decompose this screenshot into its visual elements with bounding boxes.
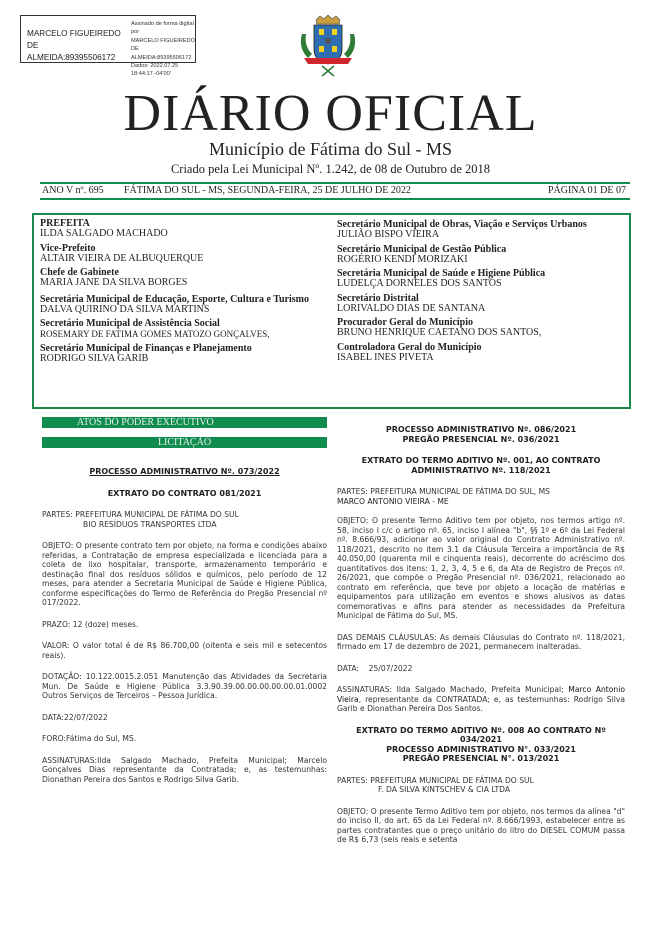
edition-bar <box>42 184 628 197</box>
staff-name: MARIA JANE DA SILVA BORGES <box>40 277 188 288</box>
staff-role: Procurador Geral do Município <box>337 317 474 328</box>
addendum-title: EXTRATO DO TERMO ADITIVO Nº. 008 AO CONTRATO Nº 034/2021 <box>356 725 606 744</box>
signature-info-line: Assinado de forma digital por <box>131 21 194 36</box>
signature-info-line: Dados: 2022.07.25 18:44:17 -04'00' <box>131 63 179 78</box>
place-date: FÁTIMA DO SUL - MS, SEGUNDA-FEIRA, 25 DE JULHO DE 2022 <box>124 185 411 196</box>
edition-number: ANO V nº. 695 <box>42 185 104 196</box>
parties-label: PARTES: <box>42 510 73 519</box>
party: BIO RESÍDUOS TRANSPORTES LTDA <box>83 519 217 529</box>
staff-role: Secretário Municipal de Finanças e Planejamento <box>40 342 252 354</box>
staff-role: Secretário Municipal de Gestão Pública <box>337 243 507 255</box>
staff-left-column <box>40 218 326 368</box>
object-paragraph: OBJETO: O presente Termo Aditivo tem por objeto, nos termos artigo nº. 58, inciso I c/c o artigo nº. 65, inciso I alínea "b", §§ 1º e 6º da Lei Federal nº. 8.666/93, adicionar ao valor original do Contrato Administrativo nº. 118/2021, descrito no item 3.1 da Cláusula Terceira a importância de R$ 40.050,00 (quarenta mil e cinquenta reais), decorrente do acréscimo dos quantitativos dos itens: 1, 2, 3, 4, 5 e 6, da Ata de Registro de Preços nº. 26/2021, que compõe o Pregão Presencial nº. 036/2021, relacionado ao contrato em referência, que teve por objeto a locação de matérias e equipamentos para utilização em eventos e shows alusivos as datas comemorativas e afins para atender as necessidades da Prefeitura Municipal de Fátima do Sul, MS. <box>337 516 625 620</box>
right-column <box>337 425 625 845</box>
signature-info <box>131 20 197 79</box>
digital-signature-box <box>20 15 196 78</box>
date-paragraph: DATA:22/07/2022 <box>42 712 108 722</box>
process-heading: PROCESSO ADMINISTRATIVO Nº. 086/2021 <box>385 425 577 434</box>
party-contractor: MARCO ANTONIO VIEIRA - ME <box>337 496 449 506</box>
allocation-paragraph: DOTAÇÃO: 10.122.0015.2.051 Manutenção das Atividades da Secretaria Mun. De Saúde e Higiene Pública 3.3.90.39.00.00.00.00.00.01.0002 Outros Serviços de Terceiros – Pessoa Jurídica. <box>42 672 327 700</box>
staff-name: ROGÉRIO KENDI MORIZAKI <box>337 253 468 265</box>
term-paragraph: PRAZO: 12 (doze) meses. <box>42 619 139 629</box>
staff-role: Controladora Geral do Município <box>337 341 482 353</box>
creation-law: Criado pela Lei Municipal Nº. 1.242, de 08 de Outubro de 2018 <box>170 162 491 176</box>
party: PREFEITURA MUNICIPAL DE FÁTIMA DO SUL <box>75 510 239 519</box>
signatures-text: , representante da CONTRATADA; e, as testemunhas: Rodrigo Silva Garib e Dionathan Pereira Dos Santos. <box>337 694 625 713</box>
date-paragraph: DATA: 25/07/2022 <box>337 663 413 673</box>
signatures-text: ASSINATURAS: Ilda Salgado Machado, Prefeita Municipal; <box>337 685 569 694</box>
staff-name: LORIVALDO DIAS DE SANTANA <box>337 302 486 314</box>
staff-role: Secretária Municipal de Educação, Esporte, Cultura e Turismo <box>40 293 309 305</box>
staff-role: Secretário Distrital <box>337 292 419 304</box>
signer-name: MARCELO FIGUEIREDO DE ALMEIDA:89395506172 <box>27 29 121 62</box>
staff-name: ALTAIR VIEIRA DE ALBUQUERQUE <box>40 252 204 264</box>
staff-role: Vice-Prefeito <box>40 242 96 254</box>
staff-role: Secretário Municipal de Obras, Viação e Serviços Urbanos <box>337 219 587 230</box>
staff-name: DALVA QUIRINO DA SILVA MARTINS <box>40 303 210 315</box>
municipality-subtitle: Município de Fátima do Sul - MS <box>209 139 452 159</box>
parties <box>337 776 625 795</box>
contract-title: EXTRATO DO CONTRATO 081/2021 <box>107 488 262 498</box>
staff-name: ISABEL INES PIVETA <box>337 351 434 363</box>
contractor-name: Marco Antonio Vieira <box>337 685 625 704</box>
signatures-paragraph: ASSINATURAS:Ilda Salgado Machado, Prefeita Municipal; Marcelo Gonçalves Dias representante da Contratada; e, as testemunhas: Dionathan Pereira dos Santos e Rodrigo Silva Garib. <box>42 755 327 784</box>
staff-role: Secretária Municipal de Saúde e Higiene Pública <box>337 268 546 279</box>
staff-name: RODRIGO SILVA GARIB <box>40 352 149 364</box>
municipal-staff-box <box>32 213 631 409</box>
pregao-heading: PREGÃO PRESENCIAL Nº. 036/2021 <box>402 434 560 444</box>
newspaper-title: DIÁRIO OFICIAL <box>123 85 538 142</box>
forum-paragraph: FORO:Fátima do Sul, MS. <box>42 734 137 743</box>
staff-name: LUDELÇA DORNELES DOS SANTOS <box>337 278 502 289</box>
left-column <box>42 467 327 784</box>
process-heading: PROCESSO ADMINISTRATIVO Nº. 073/2022 <box>89 467 280 476</box>
signature-info-line: MARCELO FIGUEIREDO DE <box>131 37 196 53</box>
process-heading: PROCESSO ADMINISTRATIVO N°. 033/2021 <box>386 744 576 754</box>
staff-role: Chefe de Gabinete <box>40 267 119 278</box>
pregao-heading: PREGÃO PRESENCIAL N°. 013/2021 <box>402 754 560 763</box>
page-number: PÁGINA 01 DE 07 <box>547 185 626 196</box>
staff-right-column <box>337 218 629 367</box>
section-band-executive: ATOS DO PODER EXECUTIVO <box>42 417 327 428</box>
object-paragraph: OBJETO: O presente contrato tem por objeto, na forma e condições abaixo referidas, a Contratação de empresa especializada e licenciada para a coleta de lixo hospitalar, transporte, armazenamento temporário e destinação final dos resíduos sólidos e químicos, pelo período de 12 meses, para atender a Secretaria Municipal de Saúde e Higiene Pública, conforme especificações do Termo de Referência do Pregão Presencial nº 017/2022. <box>42 541 327 607</box>
parties <box>42 510 327 529</box>
parties-label: PARTES: <box>337 775 368 785</box>
addendum-title: EXTRATO DO TERMO ADITIVO Nº. 001, AO CONTRATO ADMINISTRATIVO Nº. 118/2021 <box>361 456 601 475</box>
divider <box>40 198 630 200</box>
signature-info-line: ALMEIDA:89395506172 <box>131 54 192 61</box>
party: PREFEITURA MUNICIPAL DE FÁTIMA DO SUL <box>370 775 534 785</box>
object-paragraph: OBJETO: O presente Termo Aditivo tem por objeto, nos termos da alínea "d" do inciso II, do art. 65 da Lei Federal nº. 8.666/1993, estabelecer entre as partes contratantes que o preço unitário do litro do DIESEL COMUM passa de R$ 6,73 (seis reais e setenta <box>337 806 625 844</box>
staff-name: JULIÃO BISPO VIEIRA <box>337 229 440 240</box>
staff-name: ROSEMARY DE FATIMA GOMES MATOZO GONÇALVES, <box>40 329 270 339</box>
other-clauses-paragraph: DAS DEMAIS CLÁUSULAS: As demais Cláusulas do Contrato nº. 118/2021, firmado em 17 de dezembro de 2021, permanecem inalteradas. <box>337 632 625 651</box>
section-band-licitacao: LICITAÇÃO <box>42 437 327 448</box>
staff-role: PREFEITA <box>40 218 90 229</box>
staff-name: BRUNO HENRIQUE CAETANO DOS SANTOS, <box>337 327 542 338</box>
staff-role: Secretário Municipal de Assistência Social <box>40 318 220 329</box>
parties: PARTES: PREFEITURA MUNICIPAL DE FÁTIMA DO SUL, MS <box>337 487 550 496</box>
municipal-coat-of-arms-icon <box>294 14 362 78</box>
signatures-paragraph <box>337 685 625 714</box>
value-paragraph: VALOR: O valor total é de R$ 86.700,00 (oitenta e seis mil e setecentos reais). <box>42 641 327 660</box>
staff-name: ILDA SALGADO MACHADO <box>40 228 168 239</box>
party: F. DA SILVA KINTSCHEV & CIA LTDA <box>378 785 511 794</box>
